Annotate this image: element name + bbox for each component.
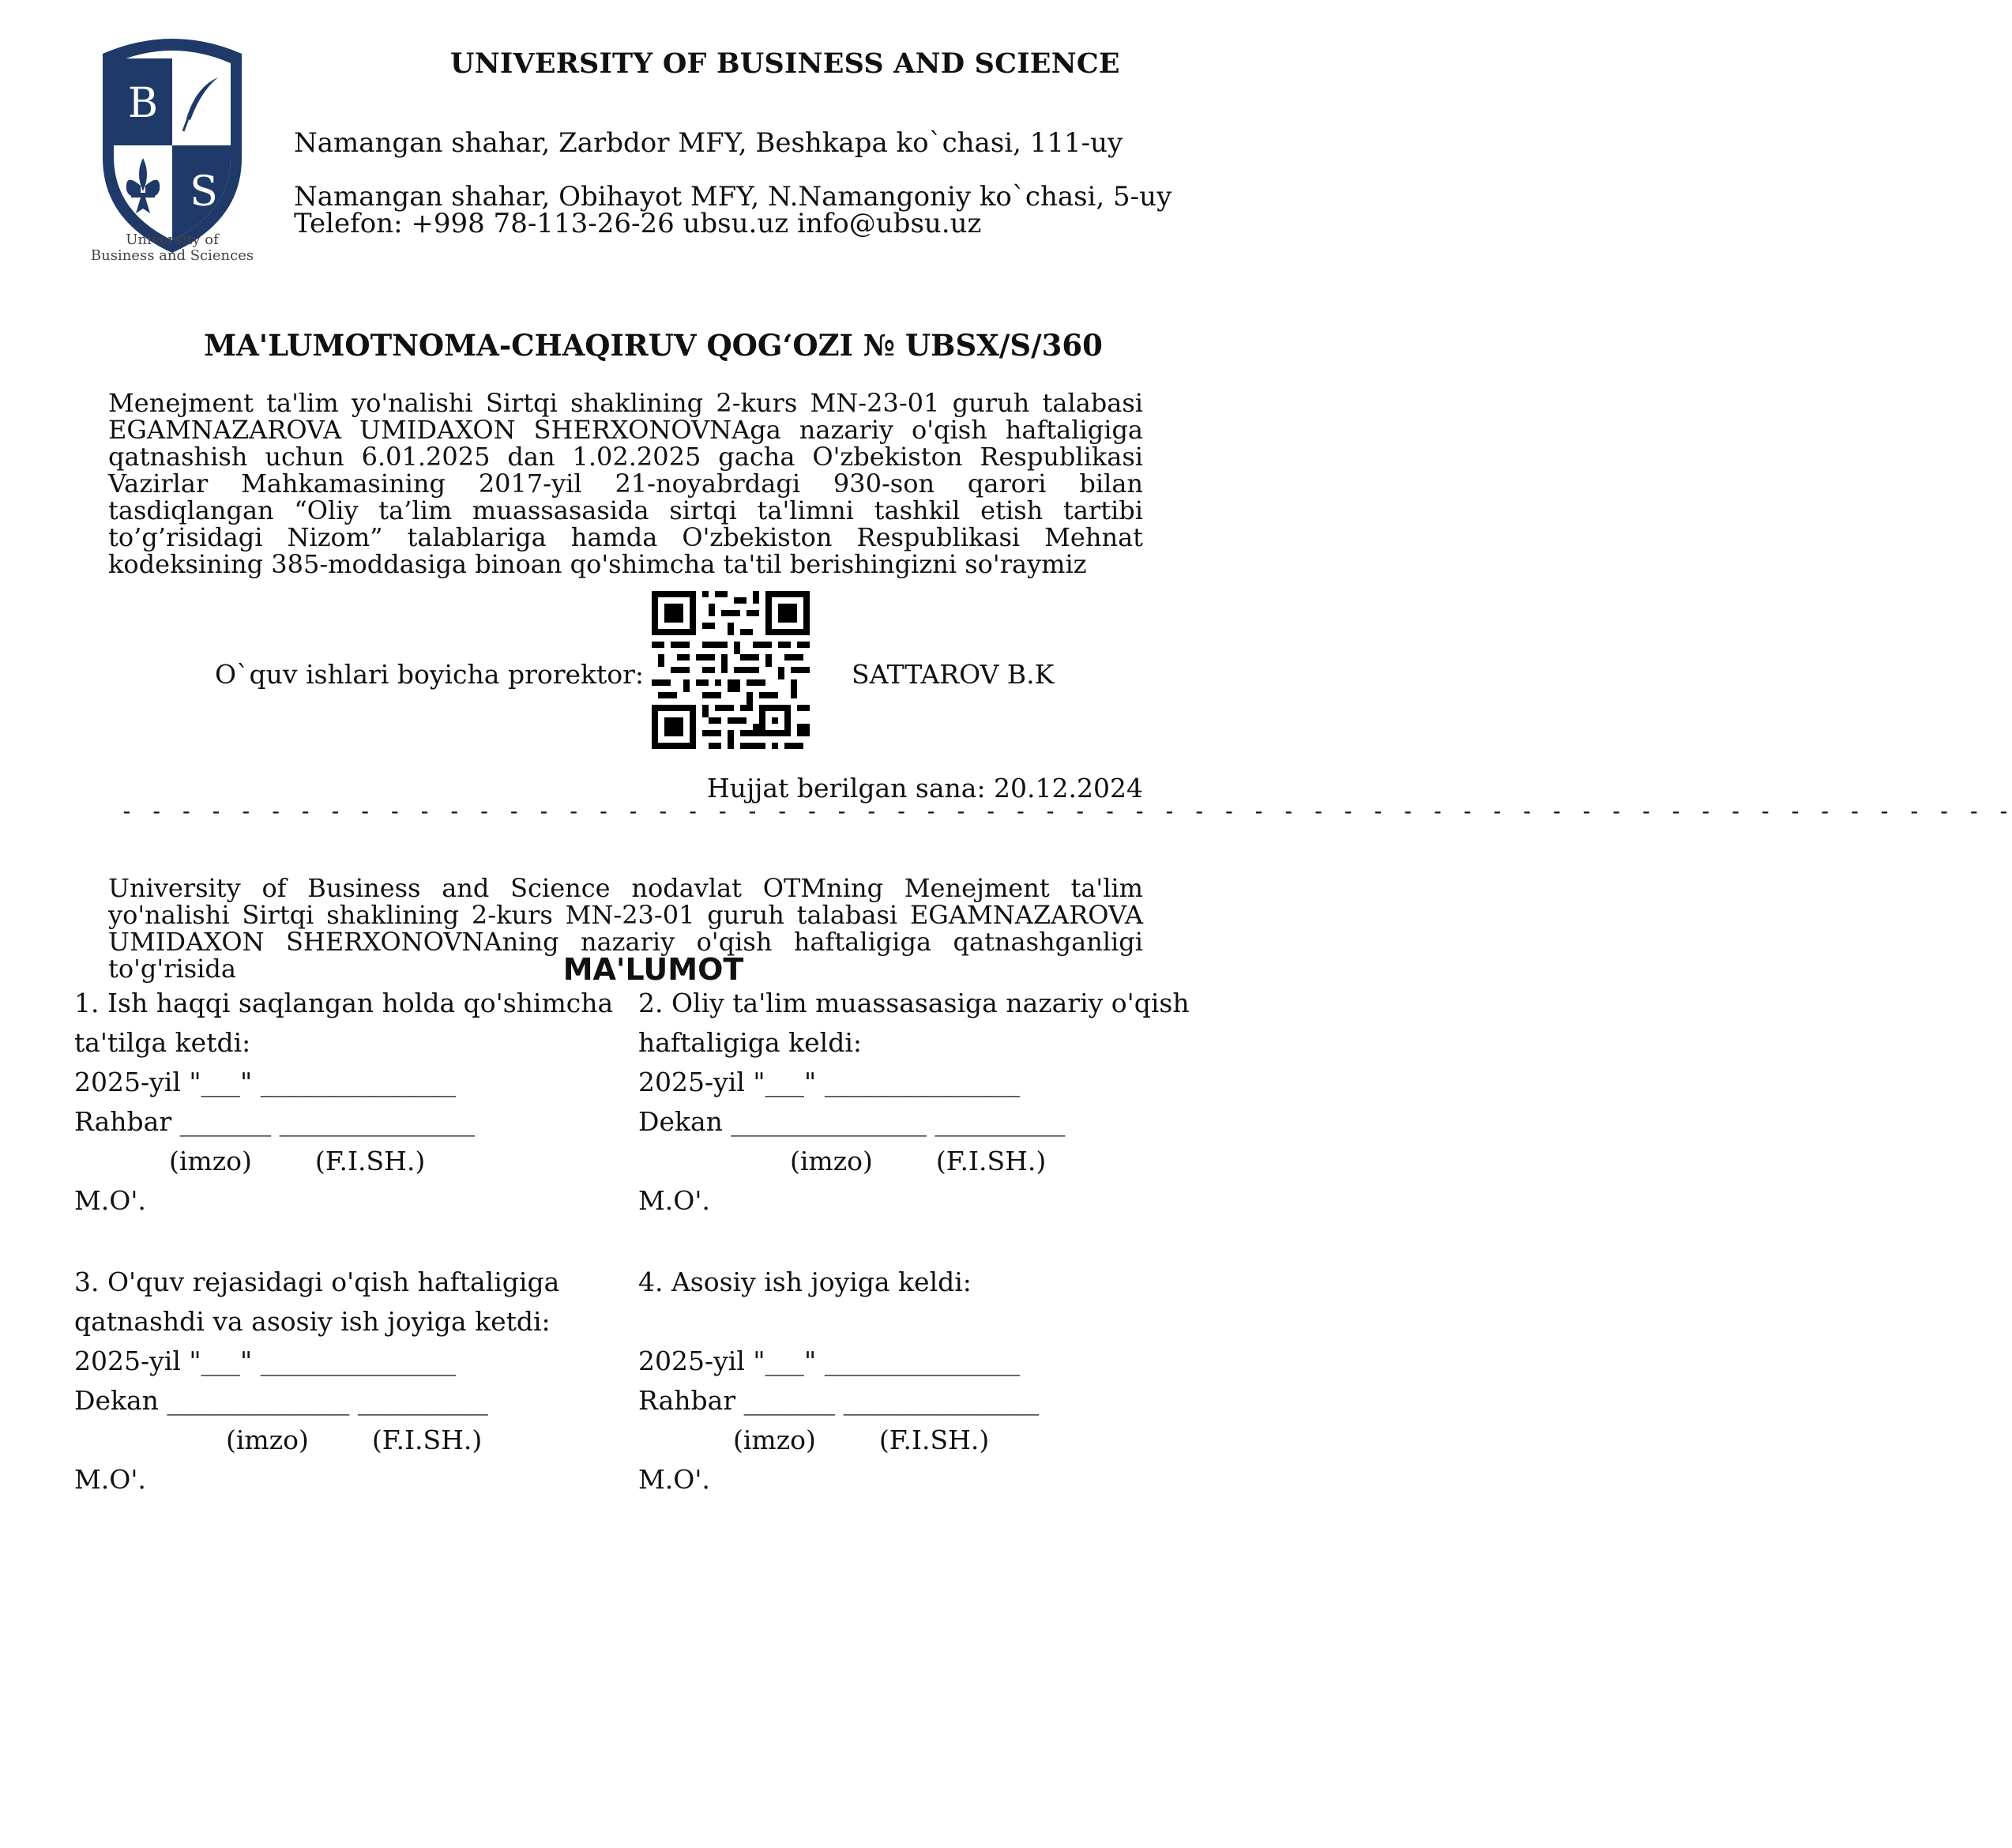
issue-date: Hujjat berilgan sana: 20.12.2024 [706,773,1143,804]
section-2-stamp: M.O'. [638,1185,710,1216]
section-1-stamp: M.O'. [74,1185,146,1216]
section-2-captions [638,1142,1190,1181]
section-3-date-field: 2025-yil "___" _______________ [74,1346,457,1376]
university-name: UNIVERSITY OF BUSINESS AND SCIENCE [450,47,1120,80]
request-paragraph: Menejment ta'lim yo'nalishi Sirtqi shaklining 2-kurs MN-23-01 guruh talabasi EGAMNAZAROVA UMIDAXON SHERXONOVNAga nazariy o'qish haftaligiga qatnashish uchun 6.01.2025 dan 1.02.2025 gacha O'zbekiston Respublikasi Vazirlar Mahkamasining 2017-yil 21-noyabrdagi 930-son qarori bilan tasdiqlangan “Oliy ta’lim muassasasida sirtqi ta'limni tashkil etish tartibi to’g’risidagi Nizom” talablariga hamda O'zbekiston Respublikasi Mehnat kodeksining 385-moddasiga binoan qo'shimcha ta'til berishingizni so'raymiz [108,388,1143,579]
qr-code-icon [652,591,810,749]
document-title: MA'LUMOTNOMA-CHAQIRUV QOG‘OZI № UBSX/S/360 [204,328,1103,363]
section-4-line1: 4. Asosiy ish joyiga keldi: [638,1267,972,1297]
logo-caption-line1: University of [126,231,219,248]
section-4-date-field: 2025-yil "___" _______________ [638,1346,1021,1376]
section-3-stamp: M.O'. [74,1464,146,1495]
contact-line: Telefon: +998 78-113-26-26 ubsu.uz info@ubsu.uz [294,208,982,239]
section-4-captions [638,1421,1039,1460]
section-4 [638,1263,1039,1500]
section-1-captions [74,1142,613,1181]
section-1 [74,984,613,1221]
section-3-signature-line: Dekan ______________ __________ [74,1385,488,1416]
section-3-captions [74,1421,559,1460]
section-2-signature-line: Dekan _______________ __________ [638,1106,1066,1137]
signer-name: SATTAROV B.K [852,659,1055,690]
signature-caption: (imzo) [226,1425,309,1455]
section-1-line2: ta'tilga ketdi: [74,1027,251,1058]
section-3 [74,1263,559,1500]
cut-line-divider: - - - - - - - - - - - - - - - - - - - - - - - - - - - - - - - - - - - - - - - - - - - - - - - - - - - - - - - - - - - - - - - - [120,798,2012,824]
section-1-line1: 1. Ish haqqi saqlangan holda qo'shimcha [74,988,614,1018]
section-2 [638,984,1190,1221]
signer-label: O`quv ishlari boyicha prorektor: [215,659,645,690]
name-caption: (F.I.SH.) [314,1146,426,1176]
name-caption: (F.I.SH.) [878,1425,990,1455]
name-caption: (F.I.SH.) [935,1146,1047,1176]
section-4-line2 [638,1302,1039,1342]
signature-caption: (imzo) [733,1425,816,1455]
svg-text:S: S [190,168,218,216]
address-line-1: Namangan shahar, Zarbdor MFY, Beshkapa ko`chasi, 111-uy [294,127,1123,159]
logo-caption-line2: Business and Sciences [90,247,254,264]
section-1-signature-line: Rahbar _______ _______________ [74,1106,476,1137]
section-3-line2: qatnashdi va asosiy ish joyiga ketdi: [74,1306,551,1337]
logo-caption [77,232,267,264]
section-4-stamp: M.O'. [638,1464,710,1495]
section-2-date-field: 2025-yil "___" _______________ [638,1067,1021,1097]
signature-caption: (imzo) [169,1146,252,1176]
svg-text:B: B [127,80,159,127]
section-2-line1: 2. Oliy ta'lim muassasasiga nazariy o'qish [638,988,1190,1018]
section-3-line1: 3. O'quv rejasidagi o'qish haftaligiga [74,1267,560,1297]
info-paragraph: University of Business and Science nodavlat OTMning Menejment ta'lim yo'nalishi Sirtqi shaklining 2-kurs MN-23-01 guruh talabasi EGAMNAZAROVA UMIDAXON SHERXONOVNAning nazariy o'qish haftaligiga qatnashganligi to'g'risida [108,873,1143,984]
section-4-signature-line: Rahbar _______ _______________ [638,1385,1040,1416]
signature-caption: (imzo) [790,1146,873,1176]
section-subtitle: MA'LUMOT [562,952,744,987]
section-2-line2: haftaligiga keldi: [638,1027,863,1058]
name-caption: (F.I.SH.) [371,1425,483,1455]
section-1-date-field: 2025-yil "___" _______________ [74,1067,457,1097]
address-line-2: Namangan shahar, Obihayot MFY, N.Namangoniy ko`chasi, 5-uy [294,181,1172,213]
